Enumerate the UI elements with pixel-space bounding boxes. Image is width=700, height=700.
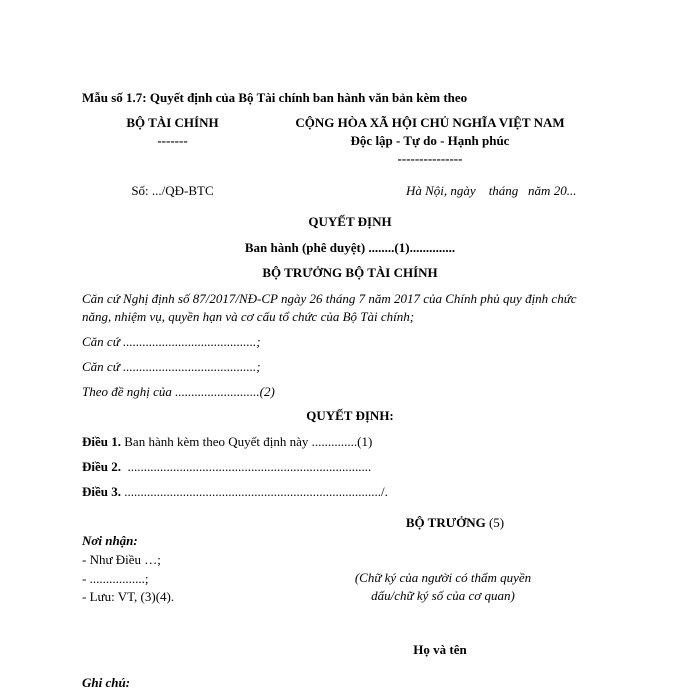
agency-name: BỘ TÀI CHÍNH — [126, 115, 219, 130]
article-label: Điều 1. — [82, 434, 121, 449]
legal-basis-line1: Căn cứ Nghị định số 87/2017/NĐ-CP ngày 26 tháng 7 năm 2017 của Chính phủ quy định chức — [82, 291, 577, 306]
nation-name: CỘNG HÒA XÃ HỘI CHỦ NGHĨA VIỆT NAM — [295, 115, 565, 130]
document-type: QUYẾT ĐỊNH — [308, 214, 392, 229]
agency-underline: ------- — [157, 133, 188, 148]
decision-heading: QUYẾT ĐỊNH: — [306, 408, 394, 423]
article-2 — [82, 459, 371, 475]
document-number: Số: .../QĐ-BTC — [131, 183, 214, 198]
notes-heading: Ghi chú: — [82, 675, 131, 690]
article-text: ........................................................................... — [121, 459, 372, 474]
issuing-authority: BỘ TRƯỞNG BỘ TÀI CHÍNH — [262, 265, 438, 280]
recipient-item: - Lưu: VT, (3)(4). — [82, 589, 175, 604]
article-text: .............................................................................../. — [121, 484, 388, 499]
signature-note-line2: dấu/chữ ký số của cơ quan) — [371, 588, 515, 603]
document-subject: Ban hành (phê duyệt) ........(1).............. — [244, 240, 456, 255]
recipient-item: - .................; — [82, 571, 149, 586]
form-title: Mẫu số 1.7: Quyết định của Bộ Tài chính ban hành văn bản kèm theo — [82, 90, 468, 105]
motto-underline: --------------- — [397, 151, 463, 166]
signer-name: Họ và tên — [413, 642, 467, 657]
signer-title-text: BỘ TRƯỞNG — [405, 515, 486, 530]
signature-note-line1: (Chữ ký của người có thẩm quyền — [354, 570, 532, 585]
article-label: Điều 3. — [82, 484, 121, 499]
proposal-line: Theo đề nghị của ..........................(2) — [82, 384, 275, 399]
article-1 — [82, 434, 372, 450]
article-text: Ban hành kèm theo Quyết định này ..............(1) — [121, 434, 373, 449]
article-label: Điều 2. — [82, 459, 121, 474]
legal-basis-3: Căn cứ .........................................; — [82, 359, 261, 374]
recipient-item: - Như Điều …; — [82, 552, 161, 567]
place-date: Hà Nội, ngày tháng năm 20... — [406, 183, 577, 198]
legal-basis-line2: năng, nhiệm vụ, quyền hạn và cơ cấu tổ chức của Bộ Tài chính; — [82, 309, 415, 324]
signer-note-ref: (5) — [485, 515, 505, 530]
nation-motto: Độc lập - Tự do - Hạnh phúc — [350, 133, 510, 148]
article-3 — [82, 484, 388, 500]
legal-basis-2: Căn cứ .........................................; — [82, 334, 261, 349]
recipients-heading: Nơi nhận: — [82, 533, 138, 548]
signer-title — [340, 515, 570, 531]
